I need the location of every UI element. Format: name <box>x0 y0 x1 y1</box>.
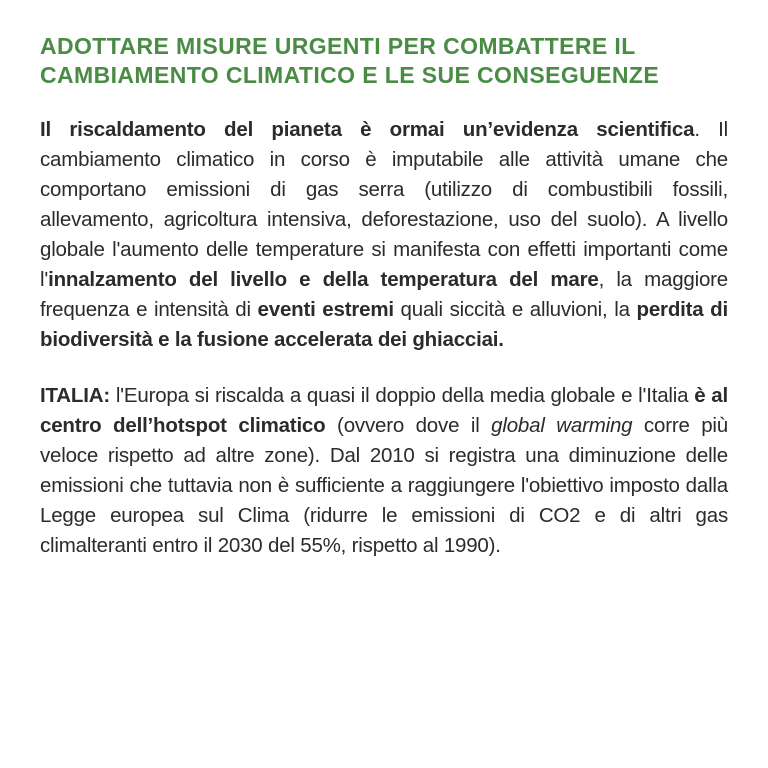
text-run: innalzamento del livello e della temperatura del mare <box>48 268 599 291</box>
page-title-line-2: CAMBIAMENTO CLIMATICO E LE SUE CONSEGUENZE <box>40 62 660 88</box>
text-run: , la maggiore frequenza e intensità di <box>40 268 728 321</box>
paragraph-italy <box>40 381 728 561</box>
text-run: corre più veloce rispetto ad altre zone). Dal 2010 si registra una diminuzione delle emissioni che tuttavia non è sufficiente a raggiungere l'obiettivo imposto dalla Legge europea sul Clima (ridurre le emissioni di CO2 e di altri gas climalteranti entro il 2030 del 55%, rispetto al 1990). <box>40 414 728 557</box>
text-run: (ovvero dove il <box>325 414 492 437</box>
text-run: l'Europa si riscalda a quasi il doppio della media globale e l'Italia <box>109 384 695 407</box>
text-run: Il riscaldamento del pianeta è ormai un’evidenza scientifica <box>40 118 695 141</box>
text-run: perdita di biodiversità e la fusione accelerata dei ghiacciai. <box>40 298 728 351</box>
text-run: . Il cambiamento climatico in corso è imputabile alle attività umane che comportano emissioni di gas serra (utilizzo di combustibili fossili, allevamento, agricoltura intensiva, deforestazione, uso del suolo). A livello globale l'aumento delle temperature si manifesta con effetti importanti come l' <box>40 118 728 291</box>
page-title <box>40 32 728 90</box>
text-run: ITALIA: <box>40 384 110 407</box>
text-run: global warming <box>491 414 633 437</box>
text-run: quali siccità e alluvioni, la <box>393 298 637 321</box>
text-run: è al centro dell’hotspot climatico <box>40 384 728 437</box>
page-title-line-1: ADOTTARE MISURE URGENTI PER COMBATTERE IL <box>40 33 636 59</box>
paragraph-climate-evidence <box>40 115 728 355</box>
text-run: eventi estremi <box>257 298 394 321</box>
